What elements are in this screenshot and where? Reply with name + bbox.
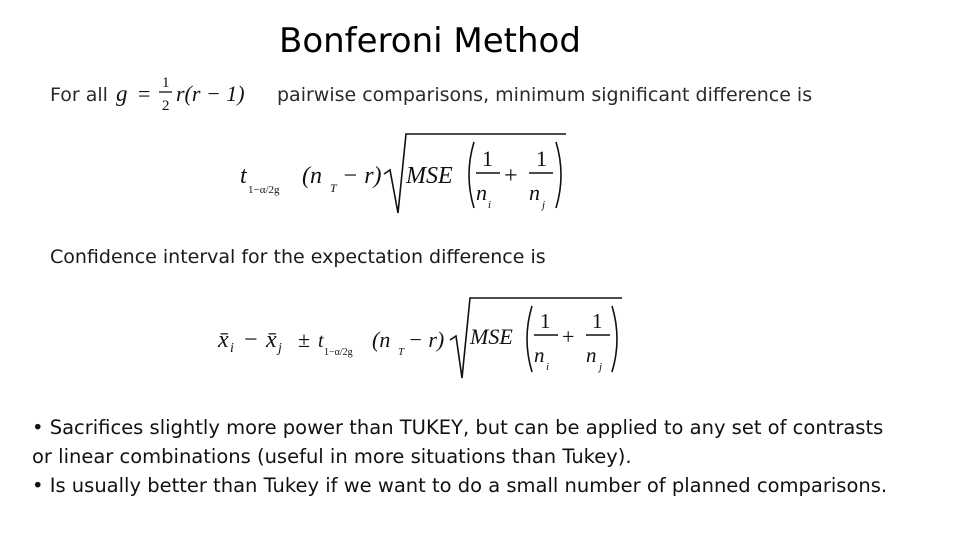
msd-df-close: − r) (342, 163, 382, 189)
bullet-line-3: • Is usually better than Tukey if we want to do a small number of planned comparisons. (32, 474, 888, 497)
ci-df-close: − r) (408, 327, 445, 352)
intro-suffix: pairwise comparisons, minimum significant difference is (277, 84, 813, 106)
ci-xbar-i: x̄ (218, 327, 229, 353)
ci-df-subscript: T (398, 346, 405, 358)
bullet-line-1: • Sacrifices slightly more power than TUKEY, but can be applied to any set of contrasts (32, 416, 884, 439)
ci-frac2-den: n (586, 343, 597, 367)
msd-t: t (240, 163, 247, 189)
msd-frac1-num: 1 (482, 146, 493, 171)
intro-formula-line (40, 70, 880, 120)
msd-formula (236, 128, 576, 223)
msd-df-subscript: T (330, 181, 337, 195)
msd-frac2-num: 1 (536, 146, 547, 171)
ci-xbar-i-sub: i (230, 341, 234, 356)
ci-mse: MSE (470, 324, 513, 349)
ci-minus: − (244, 327, 258, 353)
intro-frac-den: 2 (162, 98, 170, 114)
msd-frac2-sub: j (542, 199, 546, 211)
ci-frac1-sub: i (546, 361, 550, 373)
ci-plus: + (562, 324, 575, 349)
slide-title: Bonferoni Method (279, 21, 581, 61)
intro-equals: = (138, 81, 151, 106)
ci-df-open: (n (372, 327, 391, 352)
ci-frac2-num: 1 (592, 309, 603, 333)
msd-frac2-den: n (529, 180, 540, 205)
ci-xbar-j-sub: j (278, 341, 282, 356)
msd-frac1-sub: i (488, 199, 492, 211)
ci-t: t (318, 330, 324, 352)
intro-frac-num: 1 (162, 75, 170, 91)
confidence-interval-label: Confidence interval for the expectation difference is (50, 246, 546, 268)
ci-frac1-num: 1 (540, 309, 551, 333)
msd-right-paren (556, 142, 561, 208)
intro-r-expr: r(r − 1) (176, 81, 245, 106)
msd-mse: MSE (406, 163, 453, 189)
bullet-list (32, 413, 932, 500)
msd-left-paren (469, 142, 474, 208)
msd-t-subscript: 1−α/2g (248, 184, 280, 196)
msd-plus: + (504, 163, 518, 189)
ci-frac2-sub: j (599, 361, 603, 373)
ci-formula (214, 292, 634, 387)
msd-df-open: (n (302, 163, 322, 189)
ci-plus-minus: ± (298, 327, 311, 352)
ci-frac1-den: n (534, 343, 545, 367)
bullet-line-2: or linear combinations (useful in more situations than Tukey). (32, 445, 632, 468)
intro-g-symbol: g (116, 81, 128, 106)
msd-frac1-den: n (476, 180, 487, 205)
intro-prefix: For all (50, 84, 108, 106)
ci-left-paren (527, 306, 532, 372)
ci-right-paren (612, 306, 617, 372)
ci-xbar-j: x̄ (266, 327, 277, 353)
ci-t-subscript: 1−α/2g (324, 347, 353, 358)
